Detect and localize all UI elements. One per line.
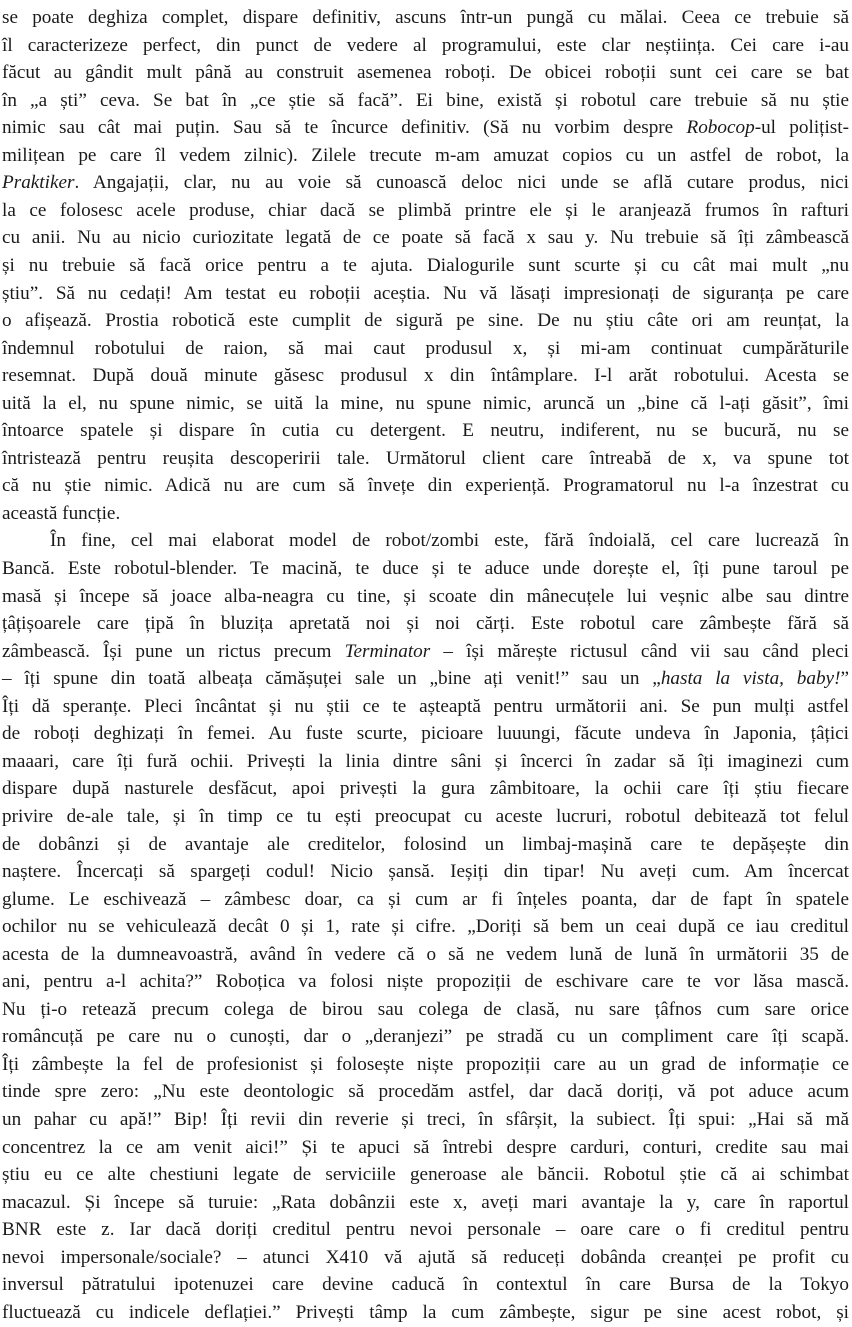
italic-text: Praktiker — [2, 172, 75, 194]
text-line — [2, 142, 849, 170]
text-line — [2, 748, 849, 776]
text-line — [2, 858, 849, 886]
text-run: naștere. Încercați să spargeți codul! Nicio șansă. Ieșiți din tipar! Nu aveți cum. Am încercat — [2, 861, 849, 883]
text-run: Nu ți-o retează precum colega de birou sau colega de clasă, nu sare țâfnos cum sare orice — [2, 998, 849, 1020]
text-run: această funcție. — [2, 502, 121, 524]
text-run: știu”. Să nu cedați! Am testat eu roboții aceștia. Nu vă lăsați impresionați de siguranța pe care — [2, 282, 849, 304]
text-line — [2, 968, 849, 996]
text-run: Îți zâmbește la fel de profesionist și folosește niște propoziții care au un grad de informație ce — [2, 1053, 849, 1075]
text-run: la ce folosesc acele produse, chiar dacă se plimbă printre ele și le aranjează frumos în rafturi — [2, 199, 849, 221]
text-line — [2, 114, 849, 142]
text-run: Bancă. Este robotul-blender. Te macină, te duce și te aduce unde dorește el, îți pune taroul pe — [2, 558, 849, 579]
text-line — [2, 335, 849, 363]
text-run: întoarce spatele și dispare în cutia cu detergent. E neutru, indiferent, nu se bucură, nu se — [2, 420, 849, 442]
text-line — [2, 362, 849, 390]
text-line — [2, 693, 849, 721]
text-line — [2, 831, 849, 859]
text-run: zâmbească. Își pune un rictus precum — [2, 640, 345, 662]
text-line — [2, 417, 849, 445]
text-run: nimic sau cât mai puțin. Sau să te încurce definitiv. (Să nu vorbim despre — [2, 117, 687, 139]
text-line — [2, 169, 849, 197]
text-line — [2, 1051, 849, 1079]
text-line — [2, 4, 849, 32]
text-line — [2, 224, 849, 252]
text-line — [2, 610, 849, 638]
text-run: făcut au gândit mult până au construit asemenea roboți. De obicei roboții sunt cei care se bat — [2, 62, 849, 84]
text-run: glume. Le eschivează – zâmbesc doar, ca și cum ar fi înțeles poanta, dar de fapt în spatele — [2, 888, 849, 910]
text-line — [2, 583, 849, 611]
text-run: știu eu ce alte chestiuni legate de serviciile generoase ale băncii. Robotul știe că ai schimbat — [2, 1164, 849, 1186]
text-run: maaari, care îți fură ochii. Privești la linia dintre sâni și încerci în zadar să îți imaginezi cum — [2, 750, 849, 772]
text-run: milițean pe care îl vedem zilnic). Zilele trecute m-am amuzat copios cu un astfel de robot, la — [2, 144, 849, 166]
text-line — [2, 445, 849, 473]
text-run: tinde spre zero: „Nu este deontologic să procedăm astfel, dar dacă doriți, vă pot aduce acum — [2, 1081, 849, 1103]
text-line — [2, 390, 849, 418]
text-line — [2, 996, 849, 1024]
text-run: ochilor nu se vehiculează decât 0 și 1, rate și cifre. „Doriți să bem un ceai după ce iau creditul — [2, 916, 849, 938]
text-line — [2, 555, 849, 583]
text-run: de roboți deghizați în femei. Au fuste scurte, picioare luuungi, făcute undeva în Japonia, țâțici — [2, 723, 849, 745]
text-run: ani, pentru a-l achita?” Roboțica va folosi niște propoziții de eschivare care te vor lăsa mască. — [2, 971, 849, 993]
text-run: fluctuează cu indicele deflației.” Privești tâmp la cum zâmbește, sigur pe sine acest robot, și — [2, 1301, 849, 1323]
text-run: îl caracterizeze perfect, din punct de vedere al programului, este clar neștiința. Cei care i-au — [2, 34, 849, 56]
text-line — [2, 720, 849, 748]
text-line — [2, 638, 849, 666]
text-run: cu anii. Nu au nicio curiozitate legată de ce poate să facă x sau y. Nu trebuie să îți zâmbească — [2, 227, 849, 249]
text-line — [2, 197, 849, 225]
text-line — [2, 775, 849, 803]
text-line — [2, 886, 849, 914]
text-run: macazul. Și începe să turuie: „Rata dobânzii este x, aveți mari avantaje la y, care în raportul — [2, 1191, 849, 1213]
text-line — [2, 1189, 849, 1217]
text-line — [50, 527, 849, 555]
text-run: nevoi impersonale/sociale? – atunci X410 vă ajută să reduceți dobânda creanței pe profit cu — [2, 1246, 849, 1268]
text-line — [2, 32, 849, 60]
text-run: privire de-ale tale, și în timp ce tu ești preocupat cu aceste lucruri, robotul debitează tot felul — [2, 805, 849, 827]
text-run: – îți spune din toată albeața cămășuței sale un „bine ați venit!” sau un „ — [2, 668, 661, 690]
text-run: un pahar cu apă!” Bip! Îți revii din reverie și treci, în sfârșit, la subiect. Îți spui: „Hai să mă — [2, 1109, 849, 1130]
text-line — [2, 500, 849, 528]
text-line — [2, 1271, 849, 1299]
text-line — [2, 252, 849, 280]
text-line — [2, 913, 849, 941]
text-run: -ul polițist- — [754, 117, 849, 139]
text-line — [2, 1078, 849, 1106]
text-line — [2, 1106, 849, 1134]
text-run: masă și începe să joace alba-neagra cu tine, și scoate din mânecuțele lui veșnic albe sau dintre — [2, 585, 849, 607]
text-line — [2, 1134, 849, 1162]
text-line — [2, 1244, 849, 1272]
text-run: resemnat. După două minute găsesc produsul x din întâmplare. I-l arăt robotului. Acesta se — [2, 365, 849, 387]
text-line — [2, 472, 849, 500]
text-run: și nu trebuie să facă orice pentru a te ajuta. Dialogurile sunt scurte și cu cât mai mult „nu — [2, 254, 849, 276]
text-run: Îți dă speranțe. Pleci încântat și nu știi ce te așteaptă pentru următorii ani. Se pun mulți astfel — [2, 695, 849, 717]
text-run: uită la el, nu spune nimic, se uită la mine, nu spune nimic, aruncă un „bine că l-ați găsit”, îmi — [2, 392, 849, 414]
text-run: BNR este z. Iar dacă doriți creditul pentru nevoi personale – oare care o fi creditul pentru — [2, 1219, 849, 1241]
text-run: acesta de la dumneavoastră, având în vedere că o să ne vedem lună de lună în următorii 35 de — [2, 943, 849, 965]
text-line — [2, 280, 849, 308]
text-line — [2, 941, 849, 969]
text-line — [2, 1161, 849, 1189]
text-line — [2, 803, 849, 831]
text-run: româncuță pe care nu o cunoști, dar o „deranjezi” pe stradă cu un compliment care îți scapă. — [2, 1026, 849, 1048]
text-run: întristează pentru reușita descoperirii tale. Următorul client care întreabă de x, va spune tot — [2, 447, 849, 469]
text-run: În fine, cel mai elaborat model de robot/zombi este, fără îndoială, cel care lucrează în — [50, 530, 849, 552]
italic-text: Robocop — [686, 117, 755, 139]
italic-text: hasta la vista, baby! — [660, 668, 841, 690]
text-run: de dobânzi și de avantaje ale creditelor, folosind un limbaj-mașină care te depășește din — [2, 833, 849, 855]
text-line — [2, 665, 849, 693]
text-run: că nu știe nimic. Adică nu are cum să învețe din experiență. Programatorul nu l-a înzestrat cu — [2, 475, 849, 497]
text-line — [2, 1023, 849, 1051]
text-run: – își mărește rictusul când vii sau când pleci — [430, 640, 849, 662]
text-line — [2, 1216, 849, 1244]
text-line — [2, 59, 849, 87]
text-run: concentrez la ce am venit aici!” Și te apuci să întrebi despre carduri, conturi, credite sau mai — [2, 1136, 849, 1158]
text-line — [2, 1299, 849, 1327]
text-run: o afișează. Prostia robotică este cumplit de sigură pe sine. De nu știu câte ori am reunțat, la — [2, 310, 849, 332]
text-run: ” — [840, 668, 849, 690]
text-run: se poate deghiza complet, dispare definitiv, ascuns într-un pungă cu mălai. Ceea ce trebuie să — [2, 7, 849, 28]
text-run: îndemnul robotului de raion, să mai caut produsul x, și mi-am continuat cumpărăturile — [2, 337, 849, 359]
text-run: în „a ști” ceva. Se bat în „ce știe să facă”. Ei bine, există și robotul care trebuie să nu știe — [2, 89, 849, 111]
text-run: dispare după nasturele desfăcut, apoi privești la gura zâmbitoare, la ochii care îți știu fiecare — [2, 778, 849, 800]
italic-text: Terminator — [344, 640, 431, 662]
text-line — [2, 307, 849, 335]
text-run: . Angajații, clar, nu au voie să cunoască deloc nici unde se află cutare produs, nici — [74, 172, 849, 194]
text-run: inversul pătratului ipotenuzei care devine caducă în contextul în care Bursa de la Tokyo — [2, 1274, 849, 1296]
text-run: țâțișoarele care țipă în bluzița apretată noi și noi cărți. Este robotul care zâmbește fără să — [2, 613, 849, 635]
text-line — [2, 87, 849, 115]
